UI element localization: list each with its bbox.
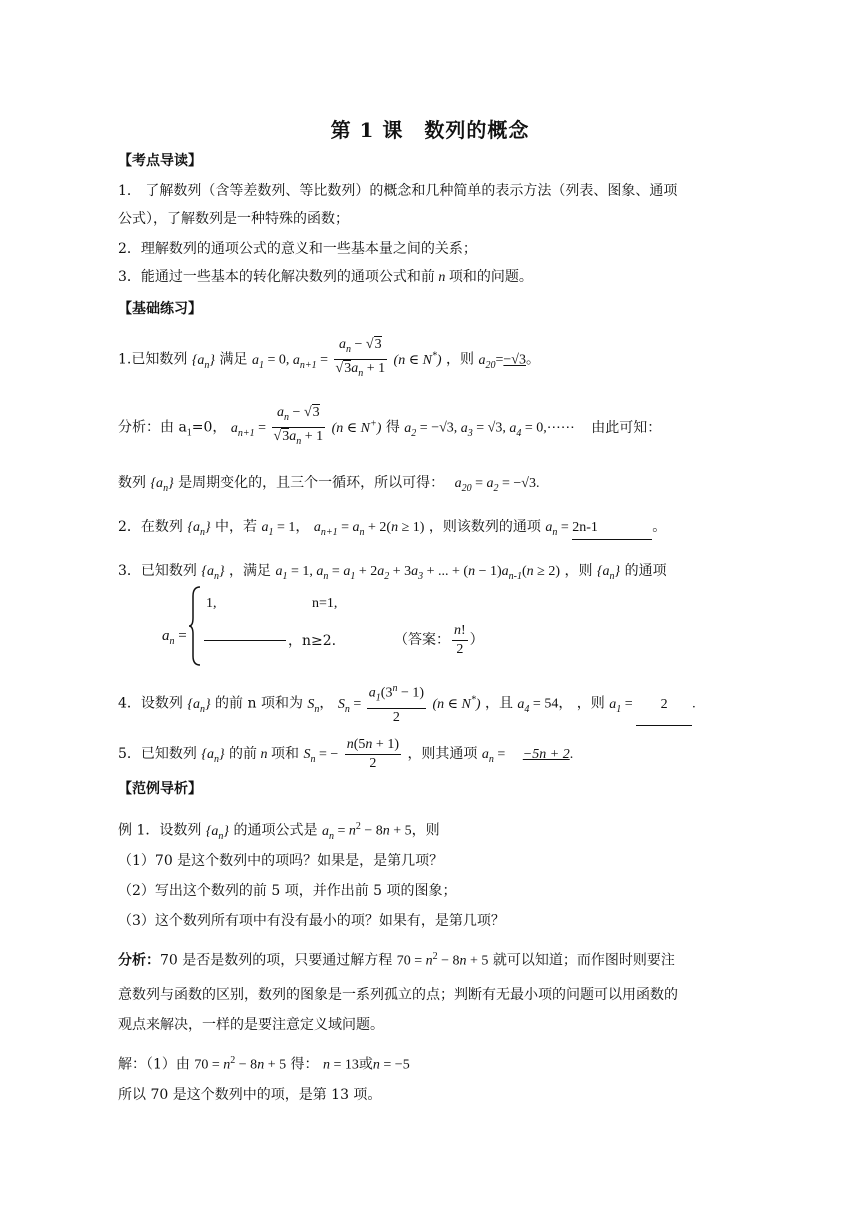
kaodian-item-2: 2．理解数列的通项公式的意义和一些基本量之间的关系； — [118, 241, 477, 257]
piecewise-case-1-value: 1, — [206, 596, 217, 611]
piecewise-lhs: $a_n$ = — [162, 628, 187, 647]
analysis-1: 分析：由 $a_1=0$， $a_{n+1}$ = $\frac{a_n - √3}{√3a_n + 1}$ (n ∈ N+) 得 $a_2 = -√3$, $a_3 = √3$, $a_4$ = 0,⋯⋯ 由此可知： — [118, 405, 662, 447]
piecewise-brace — [188, 586, 202, 666]
section-heading-kaodian: 【考点导读】 — [118, 153, 202, 169]
exercise-2: 2．在数列 $\{a_n\}$ 中，若 $a_1 = 1$， $a_{n+1} = a_n + 2(n \ge 1)$ ，则该数列的通项 $a_n = 2n-1$ 。 — [118, 516, 750, 544]
piecewise-case-1-condition: n=1, — [312, 596, 338, 611]
example-1-solution-line-2: 所以 70 是这个数列中的项，是第 13 项。 — [118, 1087, 382, 1103]
exercise-1: 1.已知数列 $\{a_n\}$ 满足 $a_1 = 0$, $a_{n+1}$ = $\frac{a_n - √3}{√3a_n + 1}$ (n ∈ N*) ，则 $a_{20}=-√3$。 — [118, 336, 750, 385]
recurrence-fraction: $\frac{a_n - √3}{√3a_n + 1}$ — [335, 337, 386, 379]
exercise-3: 3．已知数列 $\{a_n\}$ ，满足 $a_1 = 1$, $a_n = a_1 + 2a_2 + 3a_3$ + ... + $(n - 1)a_{n-1}(n \ge 2)$ ，则 $\{a_n\}$ 的通项 — [118, 563, 667, 582]
section-heading-fanli: 【范例导析】 — [118, 781, 202, 797]
example-1-solution: 解：（1）由 $70 = n^2 - 8n + 5$ 得： n = 13或n = −5 — [118, 1055, 410, 1073]
exercise-4-answer: 2 — [636, 685, 692, 726]
example-1-analysis: 分析：70 是否是数列的项，只要通过解方程 $70 = n^2 - 8n + 5$ 就可以知道；而作图时则要注 — [118, 951, 675, 969]
example-1-analysis-line-3: 观点来解决，一样的是要注意定义域问题。 — [118, 1017, 384, 1033]
example-1-question-2: （2）写出这个数列的前 5 项，并作出前 5 项的图象； — [118, 883, 457, 899]
piecewise-case-2-blank — [204, 640, 286, 641]
exercise-1-answer: −√3 — [503, 352, 526, 368]
exercise-5: 5．已知数列 $\{a_n\}$ 的前 n 项和 $S_n$ = − $\frac{n(5n + 1)}{2}$ ，则其通项 $a_n = -5n + 2$. — [118, 736, 574, 771]
kaodian-item-1-cont: 公式），了解数列是一种特殊的函数； — [118, 211, 349, 227]
exercise-5-answer: −5n + 2 — [522, 747, 570, 762]
section-heading-jichu: 【基础练习】 — [118, 301, 202, 317]
exercise-4: 4．设数列 $\{a_n\}$ 的前 n 项和为 $S_n$， $S_n$ = $\frac{a_1(3^n - 1)}{2}$ (n ∈ N*) ，且 $a_4 = 54$， ，则 $a_1 = 2$ . — [118, 680, 750, 729]
example-1-analysis-line-2: 意数列与函数的区别，数列的图象是一系列孤立的点；判断有无最小项的问题可以用函数的 — [118, 987, 678, 1003]
page-title: 第 1 课 数列的概念 — [330, 118, 530, 142]
example-1-question-3: （3）这个数列所有项中有没有最小的项？如果有，是第几项？ — [118, 913, 505, 929]
exercise-2-answer: 2n-1 — [572, 517, 652, 540]
exercise-3-answer-hint: （答案： $\frac{n!}{2}$ ） — [394, 622, 484, 657]
example-1-statement: 例 1．设数列 $\{a_n\}$ 的通项公式是 $a_n = n^2 - 8n + 5$，则 — [118, 821, 440, 842]
piecewise-case-2-condition: ，n≥2. — [288, 633, 337, 649]
kaodian-item-3: 3．能通过一些基本的转化解决数列的通项公式和前 n 项和的问题。 — [118, 269, 533, 285]
example-1-question-1: （1）70 是这个数列中的项吗？如果是，是第几项？ — [118, 853, 444, 869]
kaodian-item-1: 1． 了解数列（含等差数列、等比数列）的概念和几种简单的表示方法（列表、图象、通项 — [118, 183, 678, 199]
analysis-1-conclusion: 数列 $\{a_n\}$ 是周期变化的，且三个一循环，所以可得： $a_{20} = a_2 = -√3$. — [118, 475, 540, 494]
